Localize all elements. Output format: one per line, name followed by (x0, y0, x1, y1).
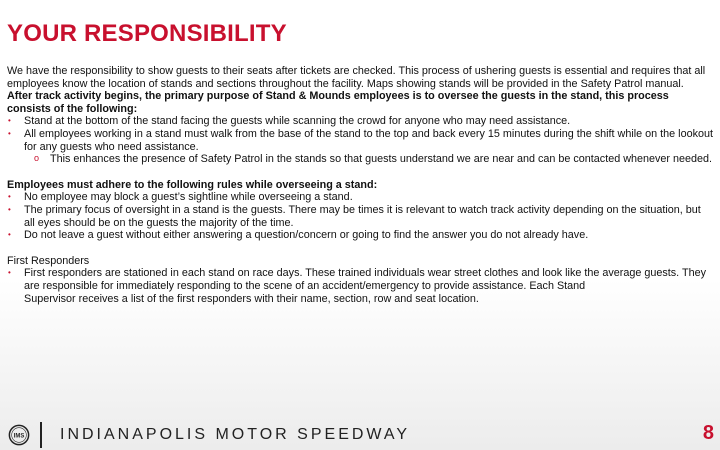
section-heading: After track activity begins, the primary purpose of Stand & Mounds employees is to oversee the guests in the stand, this process consists of the following: (7, 90, 669, 115)
section-heading: First Responders (7, 254, 90, 267)
list-item: • Stand at the bottom of the stand facing the guests while scanning the crowd for anyone who may need assistance. (7, 115, 713, 128)
bullet-list (7, 267, 713, 305)
body-content (7, 65, 713, 318)
logo-text: IMS (13, 433, 25, 440)
list-item: • No employee may block a guest’s sightline while overseeing a stand. (7, 191, 713, 204)
first-responders-section (7, 255, 713, 305)
list-item: • Do not leave a guest without either answering a question/concern or going to find the answer you do not already have. (7, 229, 713, 242)
list-item: • All employees working in a stand must walk from the base of the stand to the top and back every 15 minutes during the shift while on the lookout for any guests who need assistance. (7, 128, 713, 153)
page-number: 8 (702, 422, 714, 444)
brand-name: INDIANAPOLIS MOTOR SPEEDWAY (60, 426, 411, 443)
stand-oversight-section (7, 90, 713, 166)
footer-divider (40, 422, 42, 448)
page-title: YOUR RESPONSIBILITY (7, 20, 287, 47)
list-item-continuation: Supervisor receives a list of the first responders with their name, section, row and seat location. (24, 292, 479, 305)
ims-logo-icon (8, 424, 30, 446)
bullet-list (7, 115, 713, 165)
sub-list-item: o This enhances the presence of Safety Patrol in the stands so that guests understand we are near and can be contacted whenever needed. (7, 153, 713, 166)
section-heading: Employees must adhere to the following rules while overseeing a stand: (7, 178, 378, 191)
bullet-list (7, 191, 713, 241)
rules-section (7, 179, 713, 242)
intro-paragraph: We have the responsibility to show guests to their seats after tickets are checked. This process of ushering guests is essential and requires that all employees know the location of stands and sections throughout the facility. Maps showing stands will be provided in the Safety Patrol manual. (7, 65, 706, 90)
list-item (7, 267, 713, 305)
list-item: • The primary focus of oversight in a stand is the guests. There may be times it is relevant to watch track activity depending on the situation, but all eyes should be on the guests the majority of the time. (7, 204, 713, 229)
footer (0, 418, 720, 450)
list-item-text: First responders are stationed in each stand on race days. These trained individuals wear street clothes and look like the average guests. They are responsible for immediately responding to the scene of an accident/emergency to provide assistance. Each Stand (24, 267, 706, 292)
